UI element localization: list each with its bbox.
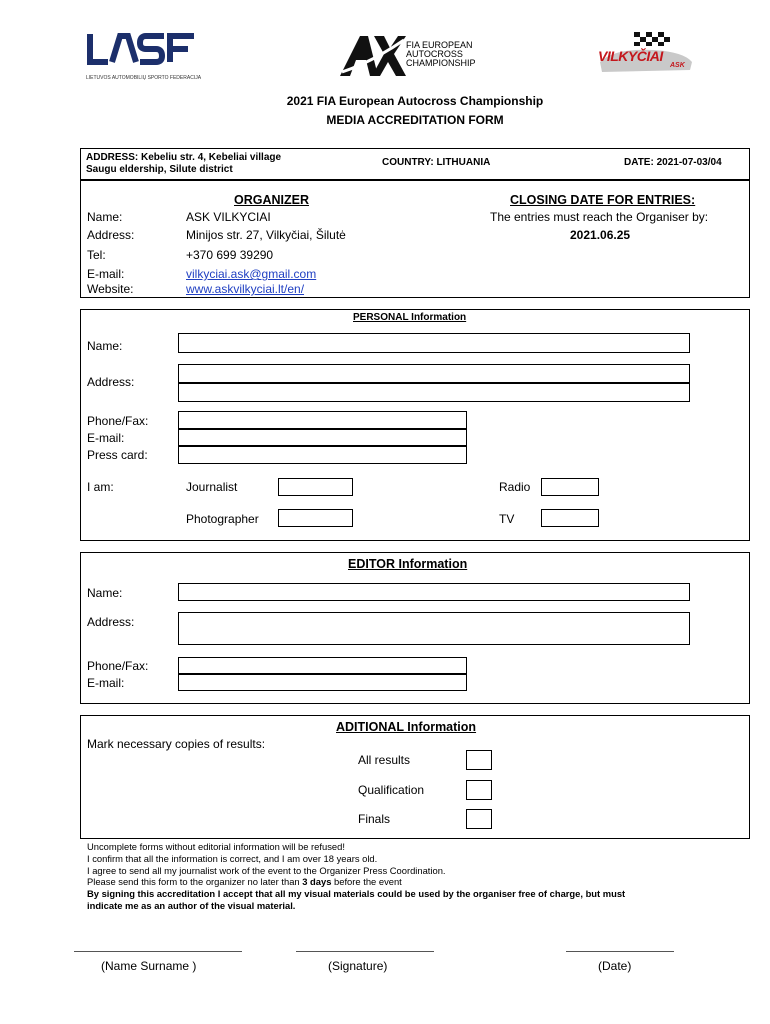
notes	[87, 841, 625, 912]
lasf-logo-mark	[86, 30, 198, 66]
editor-email-field[interactable]	[178, 674, 467, 691]
journalist-checkbox[interactable]	[278, 478, 353, 496]
signature-line	[296, 951, 434, 952]
finals-checkbox[interactable]	[466, 809, 492, 829]
organizer-name-value: ASK VILKYCIAI	[186, 210, 271, 224]
personal-iam-label: I am:	[87, 480, 114, 494]
mark-copies-label: Mark necessary copies of results:	[87, 737, 266, 751]
personal-address-field-1[interactable]	[178, 364, 690, 383]
editor-heading: EDITOR Information	[348, 557, 468, 571]
personal-name-field[interactable]	[178, 333, 690, 353]
editor-email-label: E-mail:	[87, 676, 125, 690]
personal-phone-field[interactable]	[178, 411, 467, 429]
personal-address-label: Address:	[87, 375, 135, 389]
photographer-checkbox[interactable]	[278, 509, 353, 527]
vilkyciai-logo	[594, 32, 698, 78]
note-line2: I confirm that all the information is correct, and I am over 18 years old.	[87, 852, 378, 864]
personal-email-field[interactable]	[178, 429, 467, 446]
editor-phone-label: Phone/Fax:	[87, 659, 149, 673]
qualification-checkbox[interactable]	[466, 780, 492, 800]
closing-date-text: The entries must reach the Organiser by:	[490, 210, 709, 224]
info-date: DATE: 2021-07-03/04	[624, 157, 722, 168]
lasf-logo	[86, 30, 202, 81]
vilkyciai-text: VILKYČIAI	[598, 48, 663, 64]
note-line1: Uncomplete forms without editorial information will be refused!	[87, 841, 345, 852]
organizer-address-label: Address:	[87, 228, 135, 242]
note-line4	[87, 876, 625, 888]
personal-press-field[interactable]	[178, 446, 467, 464]
organizer-tel-label: Tel:	[87, 248, 106, 262]
editor-address-label: Address:	[87, 615, 135, 629]
fia-line1: FIA EUROPEAN	[406, 40, 473, 50]
note-line5: By signing this accreditation I accept that all my visual materials could be used by the organiser free of charge, but must	[87, 888, 626, 900]
info-address-line2: Saugu eldership, Silute district	[86, 164, 233, 175]
personal-press-label: Press card:	[87, 448, 148, 462]
closing-date-value: 2021.06.25	[570, 228, 631, 242]
personal-name-label: Name:	[87, 339, 123, 353]
organizer-email-link[interactable]: vilkyciai.ask@gmail.com	[186, 267, 317, 281]
info-address-line1: ADDRESS: Kebeliu str. 4, Kebeliai village	[86, 152, 282, 163]
note-line4-c: before the event	[331, 876, 402, 888]
organizer-heading: ORGANIZER	[234, 193, 309, 207]
all-results-checkbox[interactable]	[466, 750, 492, 770]
tv-label: TV	[499, 512, 515, 526]
fia-autocross-logo	[338, 32, 478, 80]
radio-checkbox[interactable]	[541, 478, 599, 496]
radio-label: Radio	[499, 480, 531, 494]
personal-address-field-2[interactable]	[178, 383, 690, 402]
info-country: COUNTRY: LITHUANIA	[382, 157, 491, 168]
date-caption: (Date)	[598, 959, 632, 973]
closing-date-heading: CLOSING DATE FOR ENTRIES:	[510, 193, 696, 207]
vilkyciai-sub: ASK	[670, 62, 685, 69]
name-surname-caption: (Name Surname )	[101, 959, 197, 973]
photographer-label: Photographer	[186, 512, 259, 526]
editor-address-field[interactable]	[178, 612, 690, 645]
note-line4-b: 3 days	[302, 876, 332, 888]
page-subtitle: MEDIA ACCREDITATION FORM	[326, 113, 504, 127]
organizer-name-label: Name:	[87, 210, 123, 224]
page-title: 2021 FIA European Autocross Championship	[286, 94, 544, 108]
editor-name-label: Name:	[87, 586, 123, 600]
organizer-tel-value: +370 699 39290	[186, 248, 274, 262]
personal-phone-label: Phone/Fax:	[87, 414, 149, 428]
tv-checkbox[interactable]	[541, 509, 599, 527]
fia-line2: AUTOCROSS	[406, 49, 463, 59]
note-line4-a: Please send this form to the organizer no later than	[87, 876, 303, 888]
personal-heading: PERSONAL Information	[353, 312, 467, 323]
organizer-website-label: Website:	[87, 282, 134, 296]
editor-name-field[interactable]	[178, 583, 690, 601]
personal-email-label: E-mail:	[87, 431, 125, 445]
editor-phone-field[interactable]	[178, 657, 467, 674]
finals-label: Finals	[358, 812, 391, 826]
organizer-address-value: Minijos str. 27, Vilkyčiai, Šilutė	[186, 228, 346, 242]
fia-line3: CHAMPIONSHIP	[406, 58, 476, 68]
additional-heading: ADITIONAL Information	[336, 720, 477, 734]
note-line3: I agree to send all my journalist work of the event to the Organizer Press Coordination.	[87, 864, 446, 876]
date-line	[566, 951, 674, 952]
qualification-label: Qualification	[358, 783, 425, 797]
organizer-email-label: E-mail:	[87, 267, 125, 281]
all-results-label: All results	[358, 753, 411, 767]
note-line6: indicate me as an author of the visual material.	[87, 899, 296, 911]
signature-caption: (Signature)	[328, 959, 388, 973]
organizer-website-link[interactable]: www.askvilkyciai.lt/en/	[186, 282, 305, 296]
lasf-subtitle: LIETUVOS AUTOMOBILIŲ SPORTO FEDERACIJA	[86, 75, 202, 81]
fia-ax-mark	[338, 32, 406, 80]
name-signature-line	[74, 951, 242, 952]
journalist-label: Journalist	[186, 480, 238, 494]
